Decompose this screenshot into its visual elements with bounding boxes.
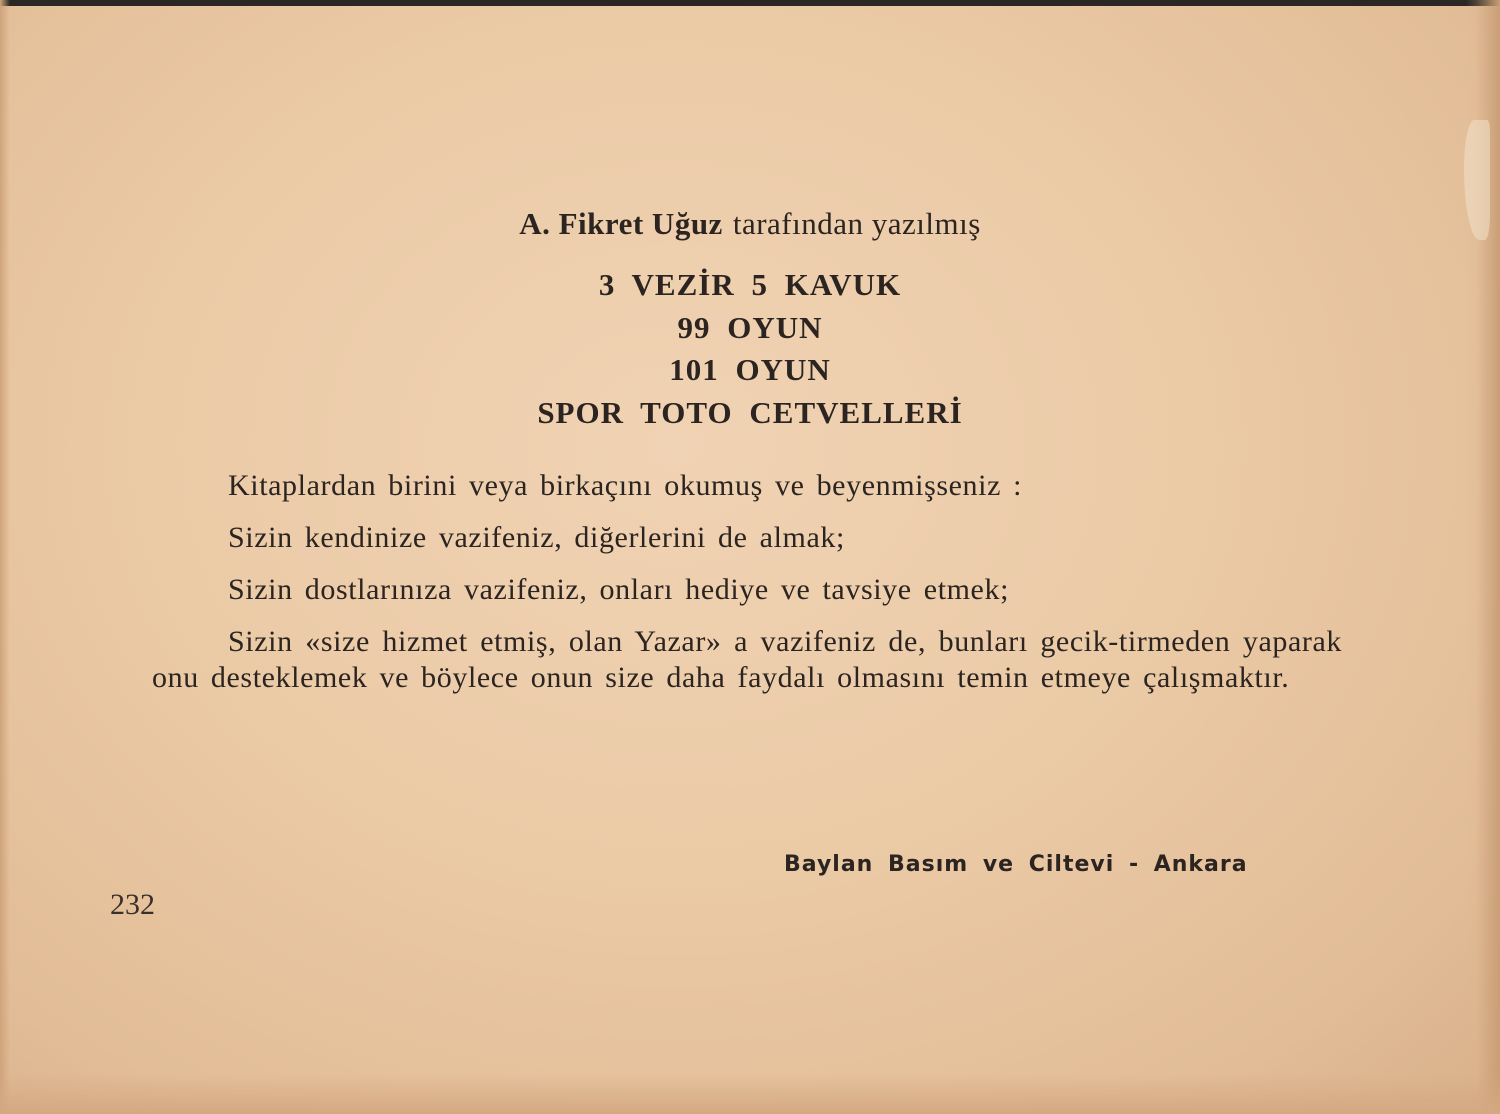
page-bottom-edge: [0, 1074, 1500, 1114]
body-paragraph: Sizin dostlarınıza vazifeniz, onları hediye ve tavsiye etmek;: [228, 573, 1010, 606]
page-number: 232: [110, 888, 155, 921]
book-title: 99 OYUN: [677, 309, 823, 345]
book-title: 3 VEZİR 5 KAVUK: [598, 267, 902, 302]
book-title: 101 OYUN: [669, 352, 831, 387]
body-paragraph: Sizin kendinize vazifeniz, diğerlerini de almak;: [228, 521, 845, 554]
scan-top-edge: [0, 0, 1500, 6]
book-title: SPOR TOTO CETVELLERİ: [537, 394, 963, 430]
body-paragraph: Kitaplardan birini veya birkaçını okumuş ve beyenmişseniz :: [228, 469, 1023, 502]
body-paragraph: Sizin «size hizmet etmiş, olan Yazar» a vazifeniz de, bunları gecik-tirmeden yaparak onu desteklemek ve böylece onun size daha faydalı olmasını temin etmeye çalışmaktır.: [152, 625, 1342, 694]
publisher-imprint: Baylan Basım ve Ciltevi - Ankara: [784, 852, 1248, 877]
author-line-rest: tarafından yazılmış: [732, 206, 981, 241]
book-titles-list: [0, 264, 1500, 434]
author-name: A. Fikret Uğuz: [519, 206, 723, 241]
body-text: [152, 468, 1342, 712]
author-line: [0, 206, 1500, 242]
page-left-edge: [0, 0, 10, 1114]
